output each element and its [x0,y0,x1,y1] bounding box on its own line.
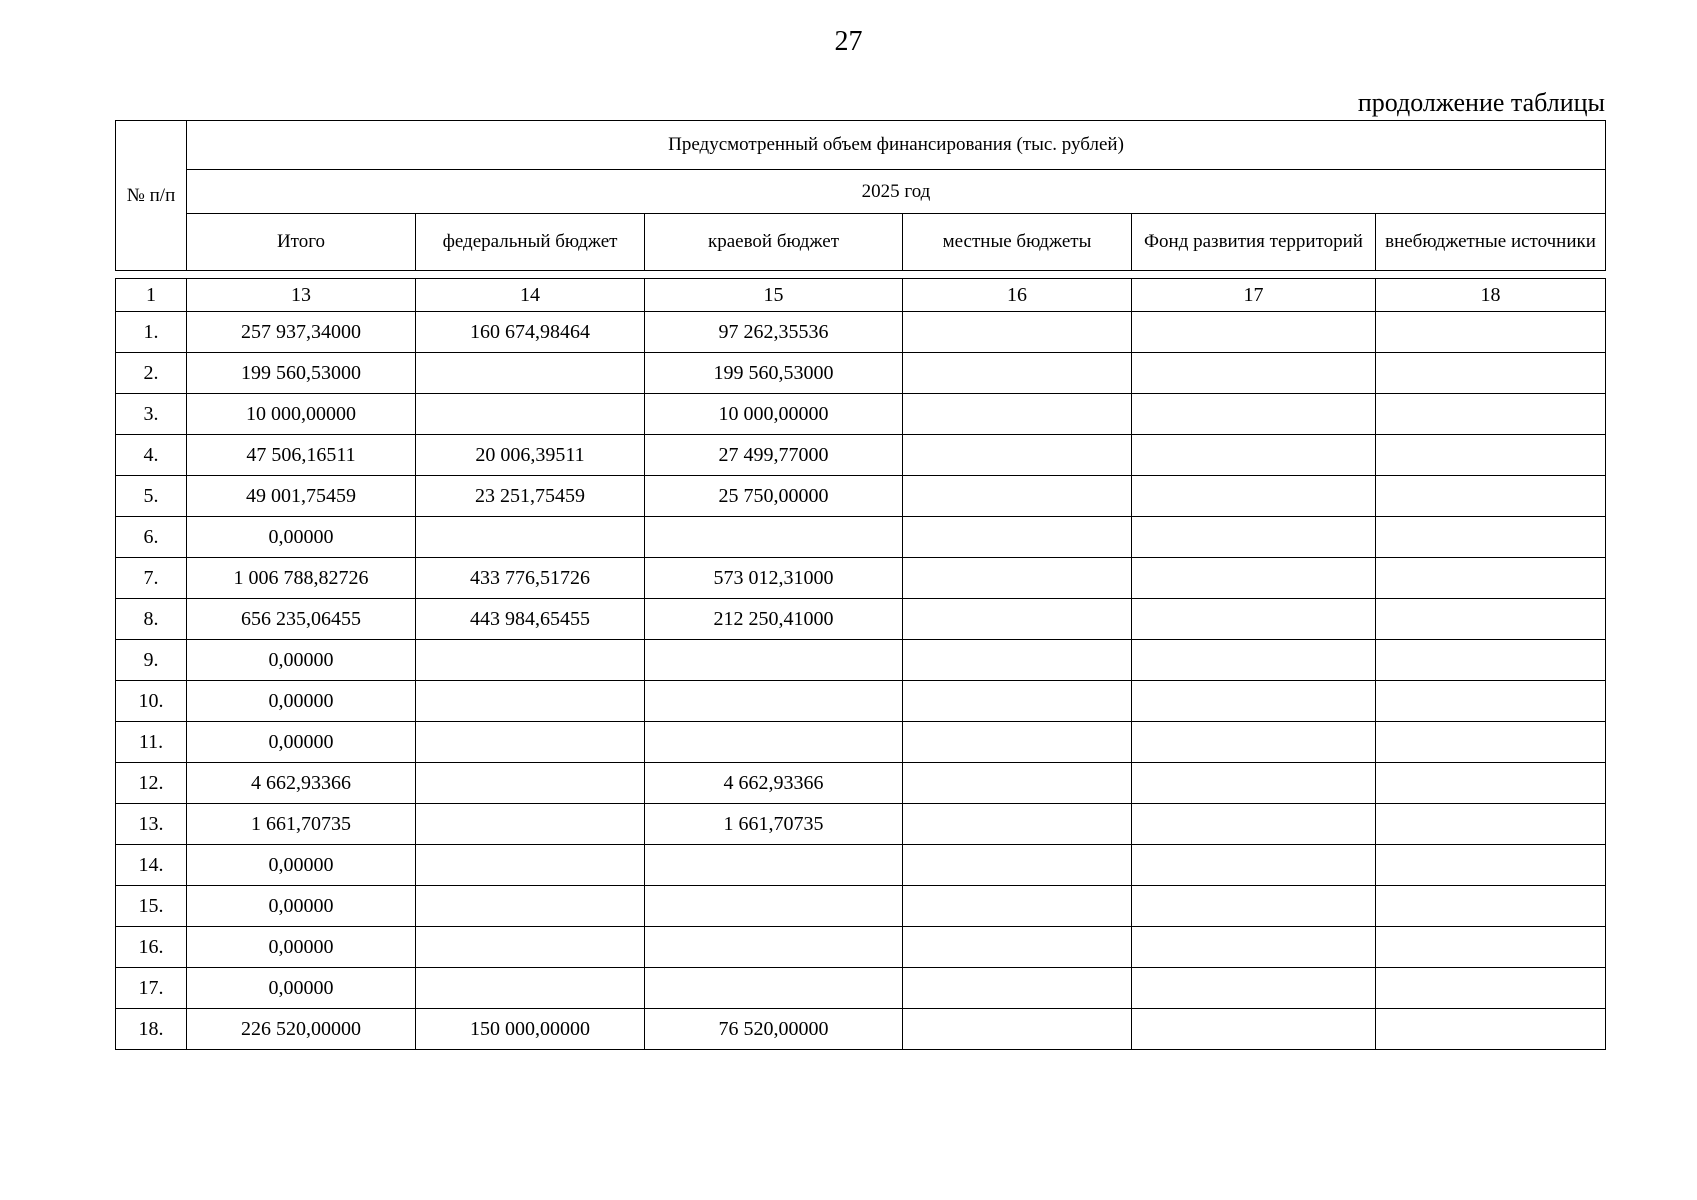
table-cell [903,435,1132,476]
table-cell [416,353,645,394]
table-cell [1376,1009,1606,1050]
row-number-cell: 1. [116,312,187,353]
row-number-cell: 3. [116,394,187,435]
column-number-cell: 13 [187,279,416,312]
year-header: 2025 год [187,170,1606,214]
table-cell [416,968,645,1009]
row-number-cell: 16. [116,927,187,968]
table-cell [903,681,1132,722]
column-header-regional: краевой бюджет [645,214,903,271]
table-cell [416,763,645,804]
table-cell: 0,00000 [187,927,416,968]
table-cell [1376,353,1606,394]
table-cell: 573 012,31000 [645,558,903,599]
table-cell [1132,312,1376,353]
column-header-extrabudgetary: внебюджетные источники [1376,214,1606,271]
table-cell: 23 251,75459 [416,476,645,517]
table-cell [1132,681,1376,722]
table-cell [903,886,1132,927]
table-cell: 212 250,41000 [645,599,903,640]
table-cell [1132,517,1376,558]
table-cell: 0,00000 [187,886,416,927]
table-cell [1376,845,1606,886]
table-cell [1376,599,1606,640]
table-cell [1132,476,1376,517]
table-row [116,845,1606,886]
table-cell: 199 560,53000 [187,353,416,394]
row-number-header-label: № п/п [126,184,176,206]
table-cell: 47 506,16511 [187,435,416,476]
table-cell: 1 006 788,82726 [187,558,416,599]
table-row [116,927,1606,968]
table-cell [1376,968,1606,1009]
table-cell [903,763,1132,804]
table-cell [645,886,903,927]
table-cell [1376,312,1606,353]
table-cell [903,558,1132,599]
row-number-cell: 7. [116,558,187,599]
table-cell: 1 661,70735 [187,804,416,845]
table-cell [903,722,1132,763]
table-cell [1376,476,1606,517]
column-number-cell: 18 [1376,279,1606,312]
table-row [116,722,1606,763]
table-cell: 27 499,77000 [645,435,903,476]
table-cell: 433 776,51726 [416,558,645,599]
table-row [116,312,1606,353]
table-row [116,435,1606,476]
table-row [116,394,1606,435]
continuation-label: продолжение таблицы [1357,88,1605,117]
table-row [116,763,1606,804]
table-cell [903,804,1132,845]
table-cell [1132,435,1376,476]
table-cell: 20 006,39511 [416,435,645,476]
table-cell [1376,763,1606,804]
row-number-cell: 9. [116,640,187,681]
table-cell [416,845,645,886]
column-header-local: местные бюджеты [903,214,1132,271]
row-number-cell: 2. [116,353,187,394]
table-cell [903,476,1132,517]
table-cell: 49 001,75459 [187,476,416,517]
table-cell [1132,353,1376,394]
table-cell: 199 560,53000 [645,353,903,394]
table-cell [903,599,1132,640]
column-number-cell: 1 [116,279,187,312]
table-cell [1132,394,1376,435]
table-cell [903,968,1132,1009]
table-cell [645,845,903,886]
column-number-cell: 15 [645,279,903,312]
row-number-cell: 10. [116,681,187,722]
table-row [116,599,1606,640]
table-cell [1376,681,1606,722]
table-cell: 257 937,34000 [187,312,416,353]
column-header-territory-fund: Фонд развития территорий [1132,214,1376,271]
table-row [116,476,1606,517]
table-cell [903,353,1132,394]
table-cell: 0,00000 [187,845,416,886]
table-cell [416,681,645,722]
row-number-cell: 4. [116,435,187,476]
column-header-federal: федеральный бюджет [416,214,645,271]
table-cell [1376,640,1606,681]
table-cell: 656 235,06455 [187,599,416,640]
table-cell [903,312,1132,353]
table-cell [416,804,645,845]
table-cell [903,845,1132,886]
table-cell: 4 662,93366 [187,763,416,804]
table-cell: 0,00000 [187,968,416,1009]
row-number-header [116,121,187,271]
table-cell [645,517,903,558]
column-header-total: Итого [187,214,416,271]
table-row [116,804,1606,845]
row-number-cell: 8. [116,599,187,640]
table-cell [1132,804,1376,845]
table-cell [903,394,1132,435]
table-cell [903,640,1132,681]
table-cell [1132,968,1376,1009]
table-row [116,968,1606,1009]
column-number-cell: 16 [903,279,1132,312]
table-cell [903,1009,1132,1050]
table-cell [1132,558,1376,599]
row-number-cell: 5. [116,476,187,517]
row-number-cell: 15. [116,886,187,927]
table-cell [1376,722,1606,763]
table-row [116,640,1606,681]
row-number-cell: 14. [116,845,187,886]
table-cell [903,927,1132,968]
row-number-cell: 13. [116,804,187,845]
table-row [116,517,1606,558]
table-cell [1376,517,1606,558]
table-cell: 0,00000 [187,681,416,722]
financing-table-body [115,278,1606,1050]
financing-table-header [115,120,1606,271]
table-cell [416,394,645,435]
table-cell [1132,927,1376,968]
table-cell [1376,804,1606,845]
table-cell: 10 000,00000 [187,394,416,435]
table-cell [645,681,903,722]
row-number-cell: 17. [116,968,187,1009]
table-row [116,681,1606,722]
column-number-row [116,279,1606,312]
table-cell [1132,1009,1376,1050]
table-cell: 0,00000 [187,640,416,681]
table-cell [1132,845,1376,886]
table-cell: 76 520,00000 [645,1009,903,1050]
row-number-cell: 12. [116,763,187,804]
table-cell: 0,00000 [187,517,416,558]
table-cell: 4 662,93366 [645,763,903,804]
table-row [116,353,1606,394]
table-cell [1376,558,1606,599]
financing-title: Предусмотренный объем финансирования (тыс. рублей) [187,121,1606,170]
table-cell [416,640,645,681]
column-number-cell: 17 [1132,279,1376,312]
table-cell [645,722,903,763]
table-cell [416,517,645,558]
table-cell: 10 000,00000 [645,394,903,435]
table-cell: 443 984,65455 [416,599,645,640]
table-cell [1132,886,1376,927]
table-cell: 160 674,98464 [416,312,645,353]
table-cell [416,886,645,927]
table-cell: 1 661,70735 [645,804,903,845]
table-cell [1132,763,1376,804]
table-cell [645,640,903,681]
table-cell [416,927,645,968]
table-cell [1132,722,1376,763]
row-number-cell: 6. [116,517,187,558]
table-cell [645,927,903,968]
table-cell: 226 520,00000 [187,1009,416,1050]
table-cell [1376,394,1606,435]
table-cell [903,517,1132,558]
row-number-cell: 11. [116,722,187,763]
page-number: 27 [834,26,863,57]
table-cell [1376,927,1606,968]
table-cell: 150 000,00000 [416,1009,645,1050]
table-cell [1132,640,1376,681]
table-row [116,558,1606,599]
table-cell [1376,886,1606,927]
table-cell: 97 262,35536 [645,312,903,353]
table-row [116,1009,1606,1050]
table-cell [1376,435,1606,476]
row-number-cell: 18. [116,1009,187,1050]
column-number-cell: 14 [416,279,645,312]
table-cell [416,722,645,763]
table-cell: 25 750,00000 [645,476,903,517]
table-row [116,886,1606,927]
table-cell [1132,599,1376,640]
table-cell: 0,00000 [187,722,416,763]
table-cell [645,968,903,1009]
